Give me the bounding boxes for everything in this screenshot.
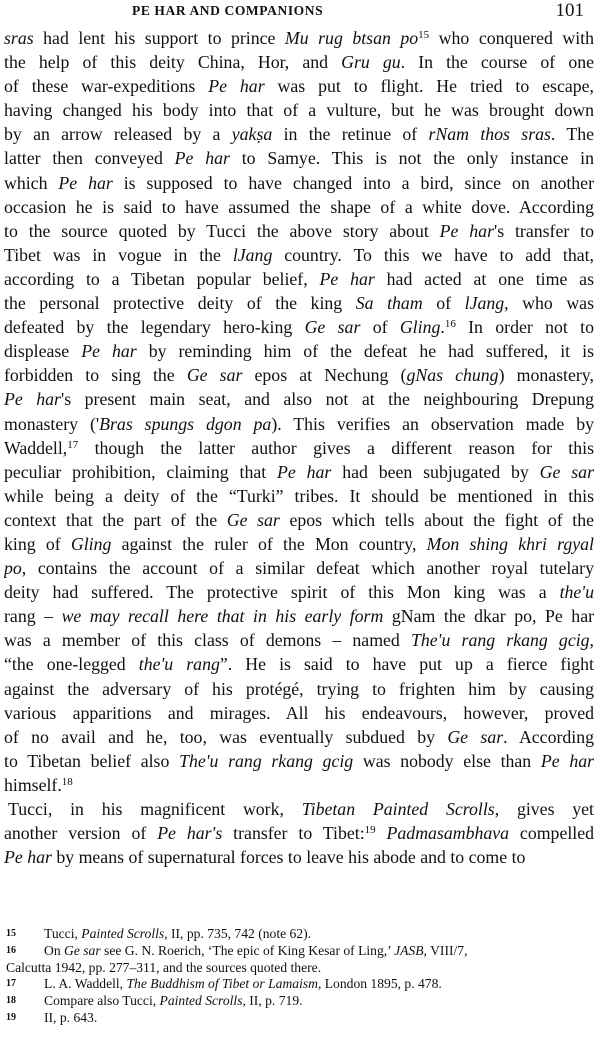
text-run: epos which tells about the fight of the xyxy=(279,509,594,530)
text-run: himself. xyxy=(4,774,62,795)
text-line xyxy=(4,652,594,676)
text-run: gNam the dkar po xyxy=(391,606,532,627)
text-line xyxy=(4,436,594,460)
text-run: while being a deity of the “Turki” tribes. It should be mentioned in this xyxy=(4,485,594,506)
text-run: various apparitions and mirages. All his endeavours, however, proved xyxy=(4,702,594,723)
page-header xyxy=(4,0,594,26)
text-run: by reminding him of the defeat he had suffered, it is xyxy=(136,341,594,362)
text-run: another version of xyxy=(4,823,158,844)
text-run: of xyxy=(422,293,465,314)
italic-title: Painted Scrolls xyxy=(159,993,243,1009)
text-run: , II, pp. 735, 742 (note 62). xyxy=(164,926,312,941)
text-run: the help of this deity China, Hor, and xyxy=(4,52,342,73)
text-run: is supposed to have changed into a bird, since on another xyxy=(112,172,594,193)
italic-term: the'u xyxy=(559,582,594,603)
italic-term: Pe har xyxy=(81,341,137,362)
text-run: , London 1895, p. 478. xyxy=(317,976,442,992)
body-text xyxy=(4,26,594,869)
text-line xyxy=(4,315,594,339)
text-run: rang xyxy=(4,606,36,627)
text-run: In order not to xyxy=(455,317,594,338)
italic-title: JASB xyxy=(394,942,424,958)
text-run: , xyxy=(589,630,594,651)
text-run: was nobody else than xyxy=(353,750,541,771)
text-run: king of xyxy=(4,533,71,554)
footnote-number: 15 xyxy=(6,928,16,939)
italic-term: Ge sar xyxy=(539,461,594,482)
text-run: II, p. 643. xyxy=(44,1009,98,1025)
text-line xyxy=(4,363,594,387)
italic-term: lJang xyxy=(464,293,505,314)
italic-term: Tibetan Painted Scrolls xyxy=(301,799,495,819)
footnote-text xyxy=(44,976,594,993)
italic-term: The'u rang rkang gcig xyxy=(179,750,354,771)
text-run: ”. He is said to have put up a fierce fight xyxy=(219,654,594,675)
italic-term: Gling xyxy=(70,533,112,554)
footnote-text xyxy=(44,926,594,943)
italic-term: po xyxy=(4,558,22,579)
footnote-ref: 15 xyxy=(418,29,430,41)
text-line xyxy=(4,604,594,628)
text-run: had been subjugated by xyxy=(331,461,540,482)
text-run: Tucci, in his magnificent work, xyxy=(8,799,302,819)
text-run: transfer to Tibet: xyxy=(222,823,365,844)
text-line xyxy=(4,556,594,580)
text-line xyxy=(4,701,594,725)
italic-term: Pe har xyxy=(58,172,113,193)
text-line xyxy=(4,387,594,411)
text-run: ) monastery, xyxy=(498,365,594,386)
text-line xyxy=(4,677,594,701)
text-run: had acted at one time as xyxy=(374,268,594,289)
footnote-number: 18 xyxy=(6,995,16,1007)
text-run: in the retinue of xyxy=(272,124,429,145)
text-line xyxy=(4,291,594,315)
italic-term: Pe har xyxy=(174,148,230,169)
italic-term: sras xyxy=(4,28,34,48)
footnote xyxy=(4,976,594,993)
text-run: by an arrow released by a xyxy=(4,124,232,145)
italic-term: lJang xyxy=(232,244,273,265)
footnote-ref: 18 xyxy=(61,775,73,788)
text-run: Waddell, xyxy=(4,437,68,458)
text-run: though the latter author gives a different reason for this xyxy=(78,437,594,458)
text-line xyxy=(4,50,594,74)
italic-term: Mu rug btsan po xyxy=(284,28,419,48)
italic-term: gNas chung xyxy=(406,365,499,386)
italic-term: Ge sar xyxy=(186,365,243,386)
text-line xyxy=(4,484,594,508)
text-run: of xyxy=(360,317,400,338)
footnote-text xyxy=(44,993,594,1010)
text-run: against the adversary of his protégé, trying to frighten him by causing xyxy=(4,678,594,699)
footnote-text xyxy=(44,1010,594,1027)
text-run: . According xyxy=(503,726,594,747)
text-run: , who was xyxy=(504,293,594,314)
footnote-continuation: Calcutta 1942, pp. 277–311, and the sources quoted there. xyxy=(6,959,322,975)
text-run: Tucci, xyxy=(44,926,82,941)
italic-term: Pe har xyxy=(4,847,52,868)
footnote-ref: 16 xyxy=(444,318,456,331)
italic-term: The'u rang rkang gcig xyxy=(410,630,590,651)
footnote-number: 16 xyxy=(6,944,16,956)
text-line xyxy=(4,243,594,267)
italic-term: Ge sar xyxy=(304,317,361,338)
text-line xyxy=(4,845,594,869)
footnote xyxy=(4,943,594,977)
text-line xyxy=(4,628,594,652)
text-run: . xyxy=(440,317,445,338)
text-run: Compare also Tucci, xyxy=(44,993,160,1009)
text-run: L. A. Waddell, xyxy=(44,976,127,992)
text-line xyxy=(4,773,594,797)
text-line xyxy=(4,797,594,821)
text-run: deity had suffered. The protective spirit of this Mon king was a xyxy=(4,582,560,603)
footnote-number: 17 xyxy=(6,978,16,990)
text-run: which xyxy=(4,172,59,193)
text-run: compelled xyxy=(509,823,594,844)
text-line xyxy=(4,532,594,556)
italic-term: Gling xyxy=(399,317,441,338)
text-run: On xyxy=(44,942,65,958)
italic-term: the'u rang xyxy=(138,654,220,675)
text-line xyxy=(4,171,594,195)
italic-title: Ge sar xyxy=(64,942,101,958)
text-run: 's transfer to xyxy=(493,220,594,241)
text-run: according to a Tibetan popular belief, xyxy=(4,268,320,289)
text-run: , gives yet xyxy=(494,799,594,819)
text-line xyxy=(4,749,594,773)
italic-term: Gru gu xyxy=(341,52,401,73)
text-run: to Samye. This is not the only instance in xyxy=(229,148,594,169)
text-line xyxy=(4,339,594,363)
running-title: PE HAR AND COMPANIONS xyxy=(132,3,324,18)
text-run: occasion he is said to have assumed the shape of a white dove. According xyxy=(4,196,594,217)
text-run: who conquered with xyxy=(429,28,594,48)
italic-title: The Buddhism of Tibet or Lamaism xyxy=(126,976,318,992)
text-run: by means of supernatural forces to leave his abode and to come to xyxy=(51,847,526,868)
text-run: was a member of this class of demons – named xyxy=(4,630,411,651)
text-run: to Tibetan belief also xyxy=(4,750,180,771)
footnote xyxy=(4,1010,594,1027)
text-run: ). This verifies an observation made by xyxy=(271,413,594,434)
footnote-ref: 17 xyxy=(67,438,79,451)
text-run: was put to flight. He tried to escape, xyxy=(264,76,594,97)
text-line xyxy=(4,725,594,749)
text-run: . In the course of one xyxy=(400,52,594,73)
italic-term: Pe har xyxy=(277,461,332,482)
text-line xyxy=(4,26,594,50)
text-run: 's present main seat, and also not at the neighbouring Drepung xyxy=(60,389,594,410)
text-run: against the ruler of the Mon country, xyxy=(111,533,427,554)
text-run: Tibet was in vogue in the xyxy=(4,244,233,265)
text-run xyxy=(376,823,387,843)
italic-term: Pe har xyxy=(319,268,375,289)
text-run: , contains the account of a similar defeat which another royal tutelary xyxy=(21,558,594,579)
text-run: forbidden to sing the xyxy=(4,365,187,386)
text-run: , II, p. 719. xyxy=(242,993,303,1009)
italic-term: Pe har xyxy=(540,750,594,771)
text-run: having changed his body into that of a vulture, but he was brought down xyxy=(4,100,594,121)
italic-term: Mon shing khri rgyal xyxy=(426,533,594,554)
text-run: Pe har xyxy=(544,606,594,627)
italic-term: , xyxy=(532,606,545,627)
footnote-number: 19 xyxy=(6,1011,16,1023)
italic-term: yakṣa xyxy=(231,124,273,145)
italic-term: Ge sar xyxy=(447,726,504,747)
text-run: to the source quoted by Tucci the above story about xyxy=(4,220,440,241)
text-line xyxy=(4,412,594,436)
italic-term: Pe har xyxy=(208,76,265,97)
text-run: epos at Nechung ( xyxy=(242,365,407,386)
italic-title: Painted Scrolls xyxy=(81,926,165,941)
italic-term: rNam thos sras xyxy=(428,124,551,145)
text-run: see G. N. Roerich, ‘The epic of King Kesar of Ling,’ xyxy=(100,942,395,958)
text-run: of these war-expeditions xyxy=(4,76,209,97)
text-line xyxy=(4,98,594,122)
footnote-ref: 19 xyxy=(364,824,376,837)
page-number: 101 xyxy=(555,0,584,21)
text-line xyxy=(4,146,594,170)
text-line xyxy=(4,195,594,219)
text-line xyxy=(4,267,594,291)
text-line xyxy=(4,219,594,243)
italic-term: Pe har xyxy=(439,220,494,241)
text-run: monastery (' xyxy=(4,413,100,434)
text-line xyxy=(4,460,594,484)
text-run: context that the part of the xyxy=(4,509,227,530)
text-line xyxy=(4,580,594,604)
text-run: had lent his support to prince xyxy=(33,28,285,48)
text-line xyxy=(4,74,594,98)
text-run: “the one-legged xyxy=(4,654,139,675)
text-run: defeated by the legendary hero-king xyxy=(4,317,305,338)
text-run: , VIII/7, xyxy=(423,942,468,958)
text-run: country. To this we have to add that, xyxy=(272,244,594,265)
text-run: displease xyxy=(4,341,82,362)
italic-term: Sa tham xyxy=(355,293,423,314)
text-line xyxy=(4,508,594,532)
italic-term: Pe har xyxy=(4,389,61,410)
italic-term: – we may recall here that in his early form xyxy=(35,606,392,627)
italic-term: Padmasambhava xyxy=(386,823,510,844)
italic-term: Ge sar xyxy=(226,509,280,530)
italic-term: Pe har's xyxy=(157,823,223,844)
text-run: of no avail and he, too, was eventually subdued by xyxy=(4,726,448,747)
footnotes xyxy=(4,926,594,1027)
italic-term: Bras spungs dgon pa xyxy=(99,413,272,434)
text-line xyxy=(4,821,594,845)
text-run: . The xyxy=(550,124,594,145)
text-run: peculiar prohibition, claiming that xyxy=(4,461,278,482)
footnote xyxy=(4,993,594,1010)
text-run: the personal protective deity of the king xyxy=(4,293,356,314)
text-line xyxy=(4,122,594,146)
footnote xyxy=(4,926,594,943)
text-run: latter then conveyed xyxy=(4,148,175,169)
